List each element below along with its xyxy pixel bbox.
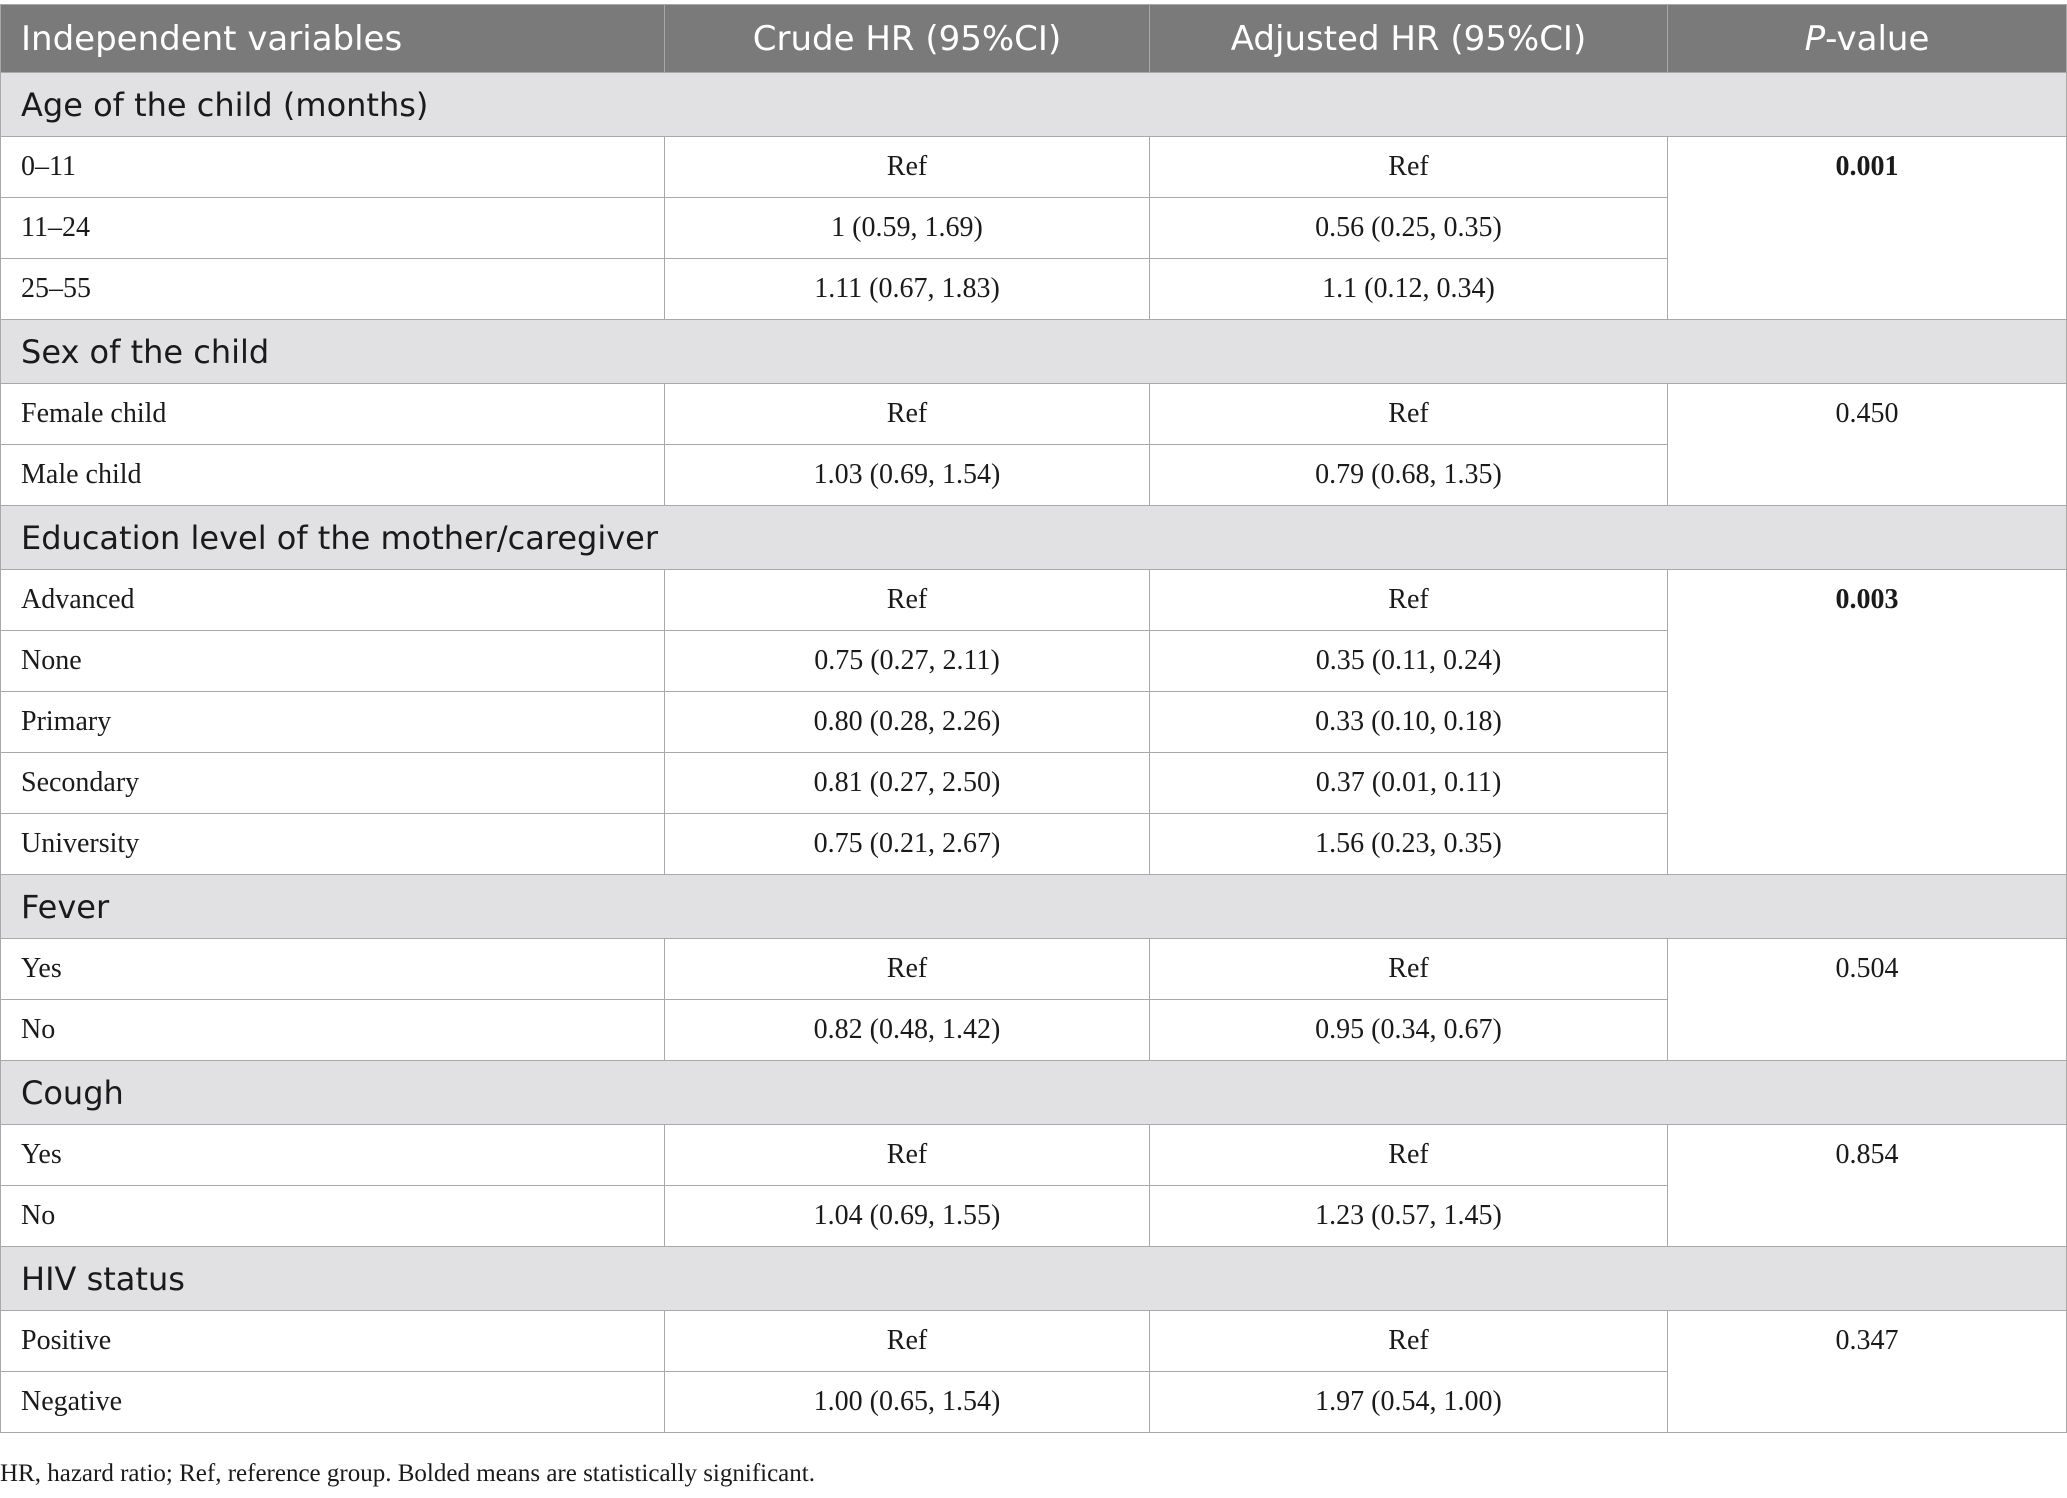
group-title: Cough: [1, 1061, 2067, 1125]
header-crude-hr: Crude HR (95%CI): [665, 5, 1150, 73]
row-label: 11–24: [1, 198, 665, 259]
header-adjusted-hr: Adjusted HR (95%CI): [1150, 5, 1668, 73]
hazard-ratio-table: [0, 4, 2067, 1433]
group-header-row: [1, 1061, 2067, 1125]
crude-hr-cell: Ref: [665, 137, 1150, 198]
table-header-row: [1, 5, 2067, 73]
header-p-italic: P: [1804, 18, 1826, 59]
adjusted-hr-cell: 0.37 (0.01, 0.11): [1150, 753, 1668, 814]
header-independent-variables: Independent variables: [1, 5, 665, 73]
row-label: Positive: [1, 1311, 665, 1372]
row-label: No: [1, 1186, 665, 1247]
header-p-suffix: -value: [1825, 18, 1930, 59]
p-value-cell: 0.504: [1668, 939, 2067, 1061]
table-row: [1, 570, 2067, 631]
crude-hr-cell: 1.11 (0.67, 1.83): [665, 259, 1150, 320]
row-label: 0–11: [1, 137, 665, 198]
table-row: [1, 137, 2067, 198]
adjusted-hr-cell: 0.95 (0.34, 0.67): [1150, 1000, 1668, 1061]
group-header-row: [1, 1247, 2067, 1311]
adjusted-hr-cell: 1.23 (0.57, 1.45): [1150, 1186, 1668, 1247]
adjusted-hr-cell: Ref: [1150, 1125, 1668, 1186]
p-value-cell: 0.854: [1668, 1125, 2067, 1247]
row-label: Male child: [1, 445, 665, 506]
crude-hr-cell: 0.75 (0.21, 2.67): [665, 814, 1150, 875]
row-label: Female child: [1, 384, 665, 445]
adjusted-hr-cell: Ref: [1150, 1311, 1668, 1372]
p-value-cell: 0.001: [1668, 137, 2067, 320]
adjusted-hr-cell: 0.35 (0.11, 0.24): [1150, 631, 1668, 692]
crude-hr-cell: 0.75 (0.27, 2.11): [665, 631, 1150, 692]
group-title: Fever: [1, 875, 2067, 939]
row-label: Yes: [1, 1125, 665, 1186]
crude-hr-cell: 1.03 (0.69, 1.54): [665, 445, 1150, 506]
table-row: [1, 1125, 2067, 1186]
row-label: 25–55: [1, 259, 665, 320]
group-title: Education level of the mother/caregiver: [1, 506, 2067, 570]
p-value-cell: 0.347: [1668, 1311, 2067, 1433]
row-label: Secondary: [1, 753, 665, 814]
crude-hr-cell: 1.04 (0.69, 1.55): [665, 1186, 1150, 1247]
hazard-ratio-table-container: [0, 4, 2067, 1433]
group-header-row: [1, 73, 2067, 137]
group-title: Sex of the child: [1, 320, 2067, 384]
row-label: No: [1, 1000, 665, 1061]
table-row: [1, 939, 2067, 1000]
crude-hr-cell: Ref: [665, 1125, 1150, 1186]
crude-hr-cell: 0.80 (0.28, 2.26): [665, 692, 1150, 753]
crude-hr-cell: 0.82 (0.48, 1.42): [665, 1000, 1150, 1061]
table-row: [1, 384, 2067, 445]
crude-hr-cell: Ref: [665, 939, 1150, 1000]
adjusted-hr-cell: 0.79 (0.68, 1.35): [1150, 445, 1668, 506]
crude-hr-cell: 1 (0.59, 1.69): [665, 198, 1150, 259]
table-row: [1, 1311, 2067, 1372]
adjusted-hr-cell: 1.56 (0.23, 0.35): [1150, 814, 1668, 875]
row-label: University: [1, 814, 665, 875]
group-title: Age of the child (months): [1, 73, 2067, 137]
crude-hr-cell: 1.00 (0.65, 1.54): [665, 1372, 1150, 1433]
group-header-row: [1, 506, 2067, 570]
row-label: None: [1, 631, 665, 692]
row-label: Yes: [1, 939, 665, 1000]
group-header-row: [1, 320, 2067, 384]
adjusted-hr-cell: 0.56 (0.25, 0.35): [1150, 198, 1668, 259]
row-label: Negative: [1, 1372, 665, 1433]
adjusted-hr-cell: 1.97 (0.54, 1.00): [1150, 1372, 1668, 1433]
row-label: Primary: [1, 692, 665, 753]
crude-hr-cell: Ref: [665, 384, 1150, 445]
row-label: Advanced: [1, 570, 665, 631]
adjusted-hr-cell: Ref: [1150, 137, 1668, 198]
adjusted-hr-cell: 1.1 (0.12, 0.34): [1150, 259, 1668, 320]
table-footnote: HR, hazard ratio; Ref, reference group. Bolded means are statistically significant.: [0, 1460, 815, 1487]
crude-hr-cell: Ref: [665, 570, 1150, 631]
crude-hr-cell: Ref: [665, 1311, 1150, 1372]
table-body: [1, 73, 2067, 1433]
adjusted-hr-cell: Ref: [1150, 939, 1668, 1000]
p-value-cell: 0.003: [1668, 570, 2067, 875]
header-p-value: [1668, 5, 2067, 73]
p-value-cell: 0.450: [1668, 384, 2067, 506]
crude-hr-cell: 0.81 (0.27, 2.50): [665, 753, 1150, 814]
group-header-row: [1, 875, 2067, 939]
adjusted-hr-cell: 0.33 (0.10, 0.18): [1150, 692, 1668, 753]
adjusted-hr-cell: Ref: [1150, 384, 1668, 445]
adjusted-hr-cell: Ref: [1150, 570, 1668, 631]
group-title: HIV status: [1, 1247, 2067, 1311]
